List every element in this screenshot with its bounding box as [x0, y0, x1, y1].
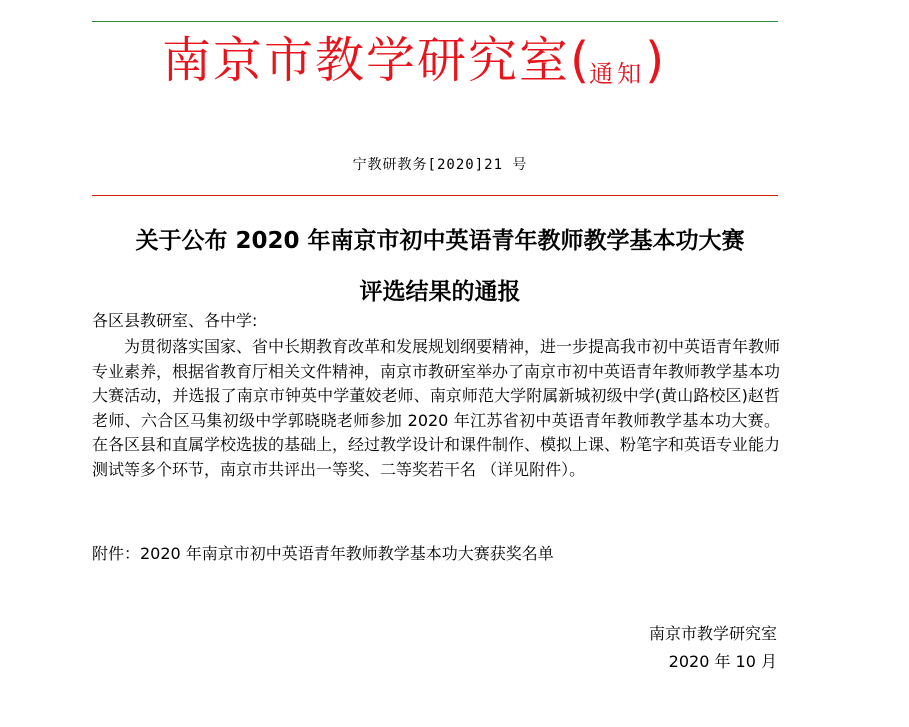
body-paragraph: 为贯彻落实国家、省中长期教育改革和发展规划纲要精神，进一步提高我市初中英语青年教师专业素养，根据省教育厅相关文件精神，南京市教研室举办了南京市初中英语青年教师教学基本功大赛活动，并选报了南京市钟英中学董姣老师、南京师范大学附属新城初级中学(黄山路校区)赵哲老师、六合区马集初级中学郭晓晓老师参加 2020 年江苏省初中英语青年教师教学基本功大赛。在各区县和直属学校选拔的基础上，经过教学设计和课件制作、模拟上课、粉笔字和英语专业能力测试等多个环节，南京市共评出一等奖、二等奖若干名 （详见附件）。 — [92, 337, 781, 479]
masthead-open-paren: ( — [570, 32, 590, 89]
masthead-title: 南京市教学研究室 — [162, 32, 571, 89]
headline-line-1: 关于公布 2020 年南京市初中英语青年教师教学基本功大赛 — [135, 228, 745, 254]
masthead-close-paren: ) — [645, 32, 665, 89]
top-rule — [92, 21, 778, 22]
attachment-note: 附件：2020 年南京市初中英语青年教师教学基本功大赛获奖名单 — [92, 544, 554, 563]
signature-organization: 南京市教学研究室 — [648, 624, 777, 643]
masthead — [162, 30, 762, 100]
document-number: 宁教研教务[2020]21 号 — [352, 157, 528, 173]
salutation: 各区县教研室、各中学: — [92, 311, 258, 330]
headline-line-2: 评选结果的通报 — [359, 279, 521, 305]
signature-date: 2020 年 10 月 — [668, 652, 777, 671]
masthead-tag: 通知 — [589, 60, 646, 88]
red-divider — [92, 195, 778, 196]
